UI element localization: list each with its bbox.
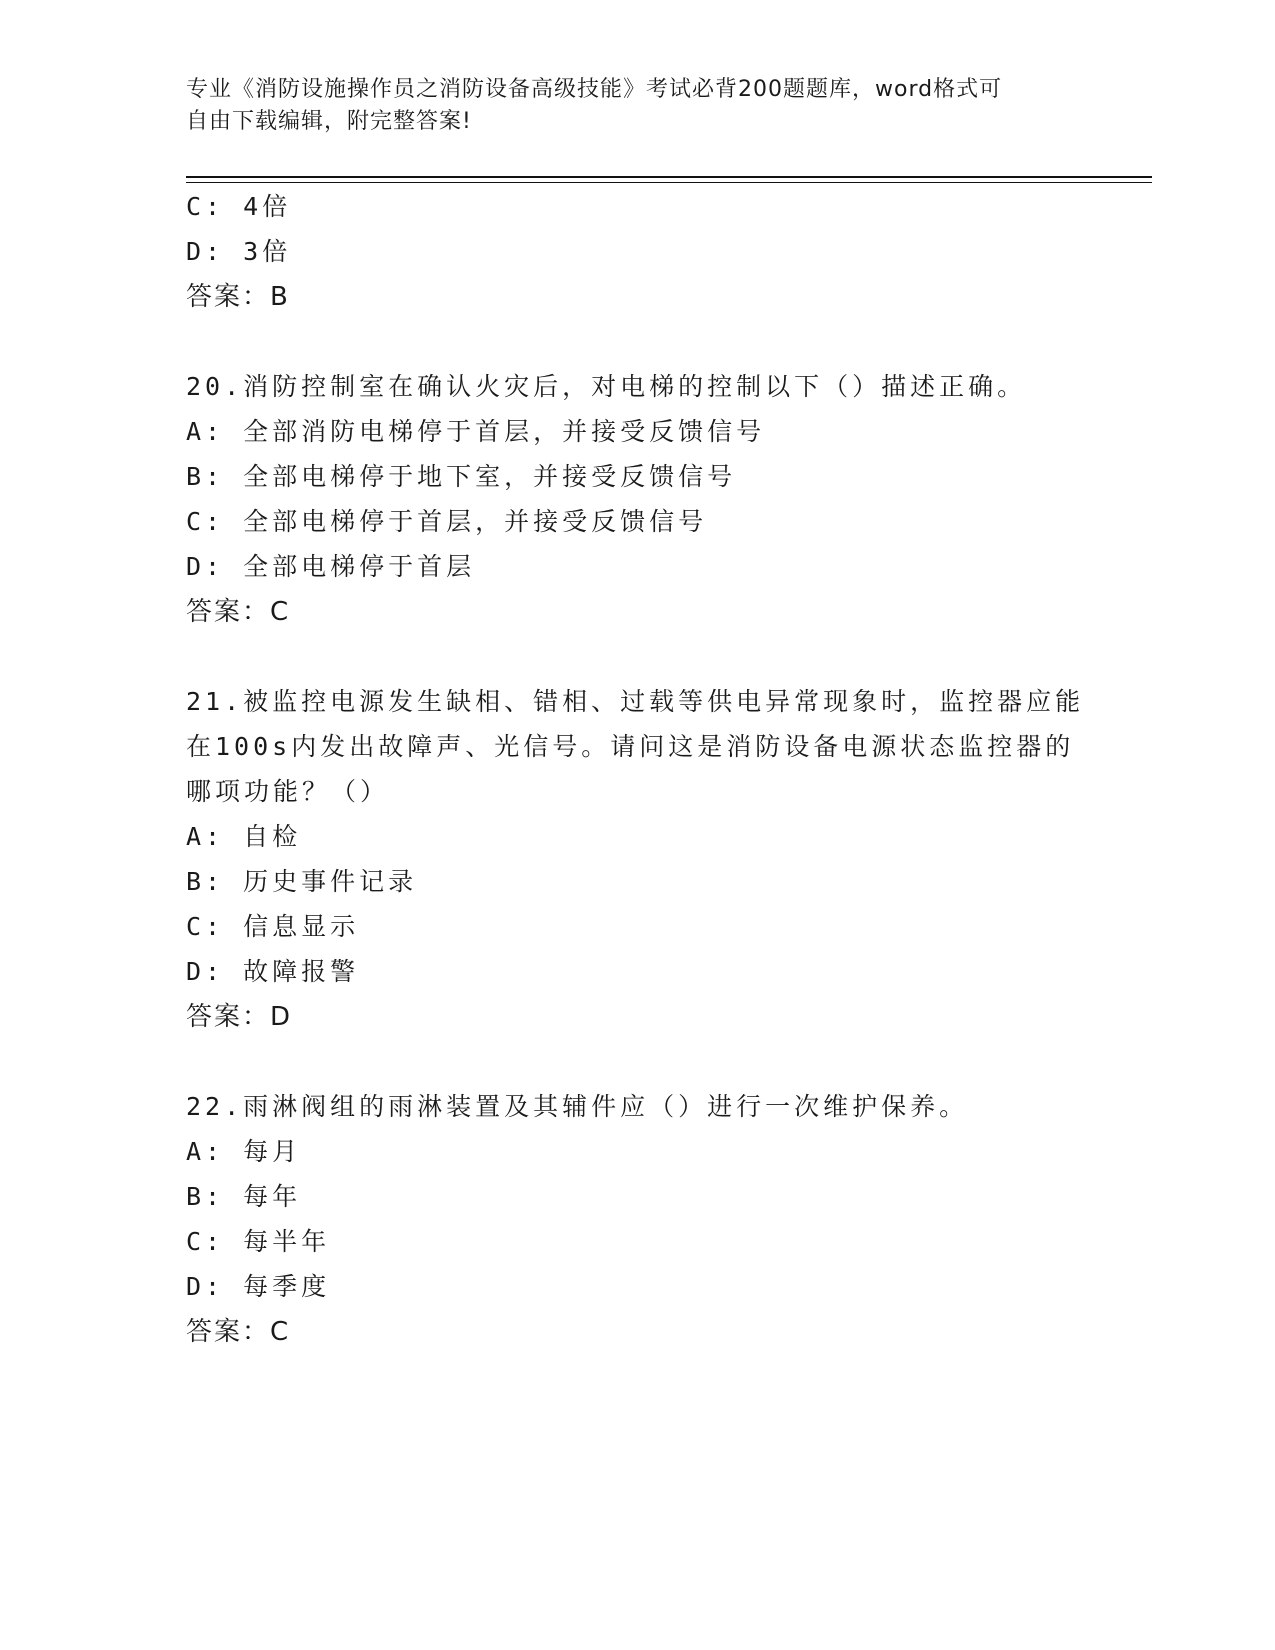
question-20-option-c: C: 全部电梯停于首层，并接受反馈信号: [186, 507, 708, 536]
question-22-option-c: C: 每半年: [186, 1227, 331, 1256]
prev-option-d: D: 3倍: [186, 237, 292, 266]
question-21-answer: 答案：D: [186, 1002, 293, 1032]
prev-answer: 答案：B: [186, 282, 290, 312]
question-20-option-a: A: 全部消防电梯停于首层，并接受反馈信号: [186, 417, 766, 446]
question-21-text-line-3: 哪项功能？（）: [186, 777, 390, 806]
question-22-option-d: D: 每季度: [186, 1272, 331, 1301]
question-22-option-b: B: 每年: [186, 1182, 302, 1211]
header-title-line-1: 专业《消防设施操作员之消防设备高级技能》考试必背200题题库，word格式可: [186, 77, 1003, 102]
question-20-text: 20.消防控制室在确认火灾后，对电梯的控制以下（）描述正确。: [186, 372, 1027, 401]
header-divider-thick: [186, 176, 1152, 178]
question-21-option-a: A: 自检: [186, 822, 302, 851]
header-divider-thin: [186, 182, 1152, 183]
question-21-text-line-1: 21.被监控电源发生缺相、错相、过载等供电异常现象时，监控器应能: [186, 687, 1085, 716]
prev-option-c: C: 4倍: [186, 192, 292, 221]
question-21-option-d: D: 故障报警: [186, 957, 360, 986]
question-21-option-b: B: 历史事件记录: [186, 867, 418, 896]
question-21-option-c: C: 信息显示: [186, 912, 360, 941]
question-22-answer: 答案：C: [186, 1317, 291, 1347]
header-title-line-2: 自由下载编辑，附完整答案!: [186, 109, 472, 134]
question-20-option-b: B: 全部电梯停于地下室，并接受反馈信号: [186, 462, 737, 491]
question-20-option-d: D: 全部电梯停于首层: [186, 552, 476, 581]
question-20-answer: 答案：C: [186, 597, 291, 627]
question-21-text-line-2: 在100s内发出故障声、光信号。请问这是消防设备电源状态监控器的: [186, 732, 1075, 761]
question-22-option-a: A: 每月: [186, 1137, 302, 1166]
question-22-text: 22.雨淋阀组的雨淋装置及其辅件应（）进行一次维护保养。: [186, 1092, 969, 1121]
document-header: [186, 74, 1066, 138]
